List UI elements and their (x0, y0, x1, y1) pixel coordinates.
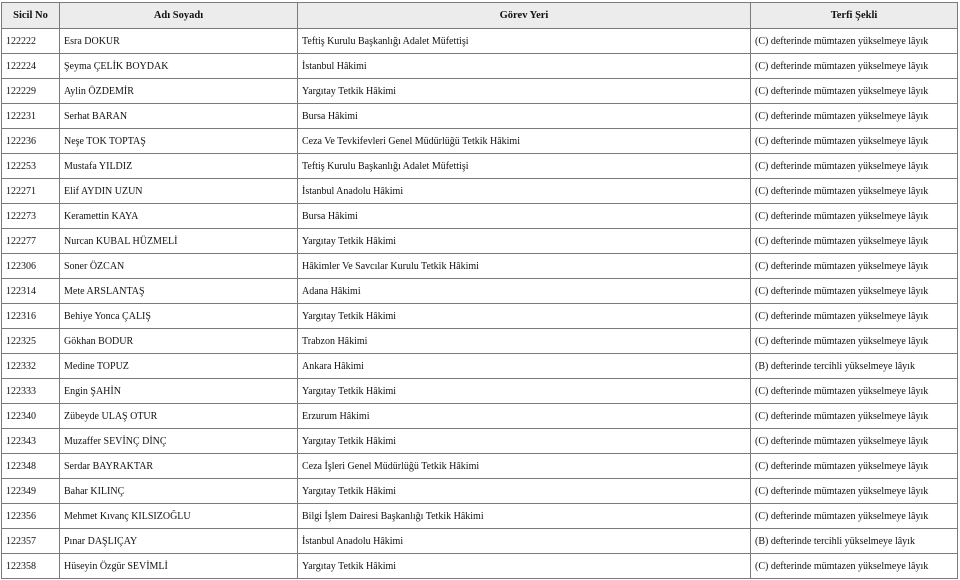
cell-adi-soyadi: Serdar BAYRAKTAR (60, 454, 298, 479)
cell-gorev-yeri: Ceza İşleri Genel Müdürlüğü Tetkik Hâkimi (298, 454, 751, 479)
cell-adi-soyadi: Elif AYDIN UZUN (60, 179, 298, 204)
cell-adi-soyadi: Keramettin KAYA (60, 204, 298, 229)
promotion-table (1, 2, 958, 579)
cell-sicil-no: 122253 (2, 154, 60, 179)
table-row (2, 329, 958, 354)
cell-terfi-sekli: (C) defterinde mümtazen yükselmeye lâyık (751, 379, 958, 404)
cell-adi-soyadi: Nurcan KUBAL HÜZMELİ (60, 229, 298, 254)
cell-terfi-sekli: (B) defterinde tercihli yükselmeye lâyık (751, 354, 958, 379)
cell-gorev-yeri: Yargıtay Tetkik Hâkimi (298, 554, 751, 579)
cell-terfi-sekli: (C) defterinde mümtazen yükselmeye lâyık (751, 129, 958, 154)
cell-gorev-yeri: Yargıtay Tetkik Hâkimi (298, 304, 751, 329)
cell-terfi-sekli: (C) defterinde mümtazen yükselmeye lâyık (751, 504, 958, 529)
cell-gorev-yeri: Yargıtay Tetkik Hâkimi (298, 229, 751, 254)
table-row (2, 354, 958, 379)
cell-sicil-no: 122231 (2, 104, 60, 129)
table-row (2, 429, 958, 454)
cell-sicil-no: 122229 (2, 79, 60, 104)
cell-adi-soyadi: Gökhan BODUR (60, 329, 298, 354)
cell-sicil-no: 122224 (2, 54, 60, 79)
cell-terfi-sekli: (C) defterinde mümtazen yükselmeye lâyık (751, 79, 958, 104)
cell-gorev-yeri: Hâkimler Ve Savcılar Kurulu Tetkik Hâkimi (298, 254, 751, 279)
cell-gorev-yeri: Yargıtay Tetkik Hâkimi (298, 429, 751, 454)
cell-gorev-yeri: İstanbul Hâkimi (298, 54, 751, 79)
cell-adi-soyadi: Mete ARSLANTAŞ (60, 279, 298, 304)
cell-adi-soyadi: Soner ÖZCAN (60, 254, 298, 279)
cell-sicil-no: 122316 (2, 304, 60, 329)
cell-terfi-sekli: (C) defterinde mümtazen yükselmeye lâyık (751, 179, 958, 204)
cell-terfi-sekli: (B) defterinde tercihli yükselmeye lâyık (751, 529, 958, 554)
table-row (2, 529, 958, 554)
cell-gorev-yeri: Bursa Hâkimi (298, 204, 751, 229)
cell-sicil-no: 122343 (2, 429, 60, 454)
table-row (2, 254, 958, 279)
cell-sicil-no: 122356 (2, 504, 60, 529)
cell-sicil-no: 122357 (2, 529, 60, 554)
cell-terfi-sekli: (C) defterinde mümtazen yükselmeye lâyık (751, 554, 958, 579)
cell-gorev-yeri: Ceza Ve Tevkifevleri Genel Müdürlüğü Tetkik Hâkimi (298, 129, 751, 154)
cell-sicil-no: 122358 (2, 554, 60, 579)
cell-adi-soyadi: Pınar DAŞLIÇAY (60, 529, 298, 554)
table-row (2, 279, 958, 304)
cell-terfi-sekli: (C) defterinde mümtazen yükselmeye lâyık (751, 29, 958, 54)
cell-adi-soyadi: Mustafa YILDIZ (60, 154, 298, 179)
table-row (2, 129, 958, 154)
cell-sicil-no: 122348 (2, 454, 60, 479)
table-row (2, 104, 958, 129)
cell-terfi-sekli: (C) defterinde mümtazen yükselmeye lâyık (751, 154, 958, 179)
cell-terfi-sekli: (C) defterinde mümtazen yükselmeye lâyık (751, 279, 958, 304)
cell-adi-soyadi: Neşe TOK TOPTAŞ (60, 129, 298, 154)
cell-sicil-no: 122349 (2, 479, 60, 504)
table-row (2, 229, 958, 254)
cell-gorev-yeri: Bursa Hâkimi (298, 104, 751, 129)
cell-sicil-no: 122333 (2, 379, 60, 404)
cell-sicil-no: 122306 (2, 254, 60, 279)
cell-terfi-sekli: (C) defterinde mümtazen yükselmeye lâyık (751, 204, 958, 229)
header-terfi-sekli: Terfi Şekli (751, 3, 958, 29)
cell-terfi-sekli: (C) defterinde mümtazen yükselmeye lâyık (751, 254, 958, 279)
cell-adi-soyadi: Esra DOKUR (60, 29, 298, 54)
table-row (2, 504, 958, 529)
header-gorev-yeri: Görev Yeri (298, 3, 751, 29)
header-sicil-no: Sicil No (2, 3, 60, 29)
cell-sicil-no: 122222 (2, 29, 60, 54)
cell-terfi-sekli: (C) defterinde mümtazen yükselmeye lâyık (751, 404, 958, 429)
cell-adi-soyadi: Muzaffer SEVİNÇ DİNÇ (60, 429, 298, 454)
table-header-row (2, 3, 958, 29)
cell-adi-soyadi: Mehmet Kıvanç KILSIZOĞLU (60, 504, 298, 529)
cell-sicil-no: 122277 (2, 229, 60, 254)
table-row (2, 404, 958, 429)
cell-gorev-yeri: Yargıtay Tetkik Hâkimi (298, 479, 751, 504)
cell-terfi-sekli: (C) defterinde mümtazen yükselmeye lâyık (751, 479, 958, 504)
cell-gorev-yeri: Teftiş Kurulu Başkanlığı Adalet Müfettişi (298, 29, 751, 54)
cell-gorev-yeri: Ankara Hâkimi (298, 354, 751, 379)
cell-terfi-sekli: (C) defterinde mümtazen yükselmeye lâyık (751, 304, 958, 329)
header-adi-soyadi: Adı Soyadı (60, 3, 298, 29)
cell-adi-soyadi: Hüseyin Özgür SEVİMLİ (60, 554, 298, 579)
cell-sicil-no: 122273 (2, 204, 60, 229)
cell-sicil-no: 122332 (2, 354, 60, 379)
table-row (2, 179, 958, 204)
cell-adi-soyadi: Şeyma ÇELİK BOYDAK (60, 54, 298, 79)
cell-gorev-yeri: Trabzon Hâkimi (298, 329, 751, 354)
cell-adi-soyadi: Behiye Yonca ÇALIŞ (60, 304, 298, 329)
table-row (2, 54, 958, 79)
cell-adi-soyadi: Bahar KILINÇ (60, 479, 298, 504)
cell-sicil-no: 122340 (2, 404, 60, 429)
cell-sicil-no: 122271 (2, 179, 60, 204)
table-row (2, 454, 958, 479)
cell-terfi-sekli: (C) defterinde mümtazen yükselmeye lâyık (751, 429, 958, 454)
cell-adi-soyadi: Serhat BARAN (60, 104, 298, 129)
cell-adi-soyadi: Aylin ÖZDEMİR (60, 79, 298, 104)
table-body (2, 29, 958, 579)
cell-gorev-yeri: İstanbul Anadolu Hâkimi (298, 179, 751, 204)
cell-adi-soyadi: Medine TOPUZ (60, 354, 298, 379)
cell-terfi-sekli: (C) defterinde mümtazen yükselmeye lâyık (751, 454, 958, 479)
cell-terfi-sekli: (C) defterinde mümtazen yükselmeye lâyık (751, 229, 958, 254)
cell-sicil-no: 122314 (2, 279, 60, 304)
cell-terfi-sekli: (C) defterinde mümtazen yükselmeye lâyık (751, 54, 958, 79)
cell-adi-soyadi: Zübeyde ULAŞ OTUR (60, 404, 298, 429)
cell-sicil-no: 122236 (2, 129, 60, 154)
cell-gorev-yeri: Erzurum Hâkimi (298, 404, 751, 429)
cell-adi-soyadi: Engin ŞAHİN (60, 379, 298, 404)
cell-gorev-yeri: Bilgi İşlem Dairesi Başkanlığı Tetkik Hâkimi (298, 504, 751, 529)
cell-gorev-yeri: Adana Hâkimi (298, 279, 751, 304)
cell-terfi-sekli: (C) defterinde mümtazen yükselmeye lâyık (751, 104, 958, 129)
cell-gorev-yeri: Yargıtay Tetkik Hâkimi (298, 379, 751, 404)
table-row (2, 204, 958, 229)
cell-sicil-no: 122325 (2, 329, 60, 354)
cell-gorev-yeri: Teftiş Kurulu Başkanlığı Adalet Müfettişi (298, 154, 751, 179)
table-row (2, 379, 958, 404)
cell-gorev-yeri: İstanbul Anadolu Hâkimi (298, 529, 751, 554)
cell-terfi-sekli: (C) defterinde mümtazen yükselmeye lâyık (751, 329, 958, 354)
cell-gorev-yeri: Yargıtay Tetkik Hâkimi (298, 79, 751, 104)
table-row (2, 554, 958, 579)
table-row (2, 79, 958, 104)
table-row (2, 154, 958, 179)
table-row (2, 29, 958, 54)
table-row (2, 304, 958, 329)
table-row (2, 479, 958, 504)
